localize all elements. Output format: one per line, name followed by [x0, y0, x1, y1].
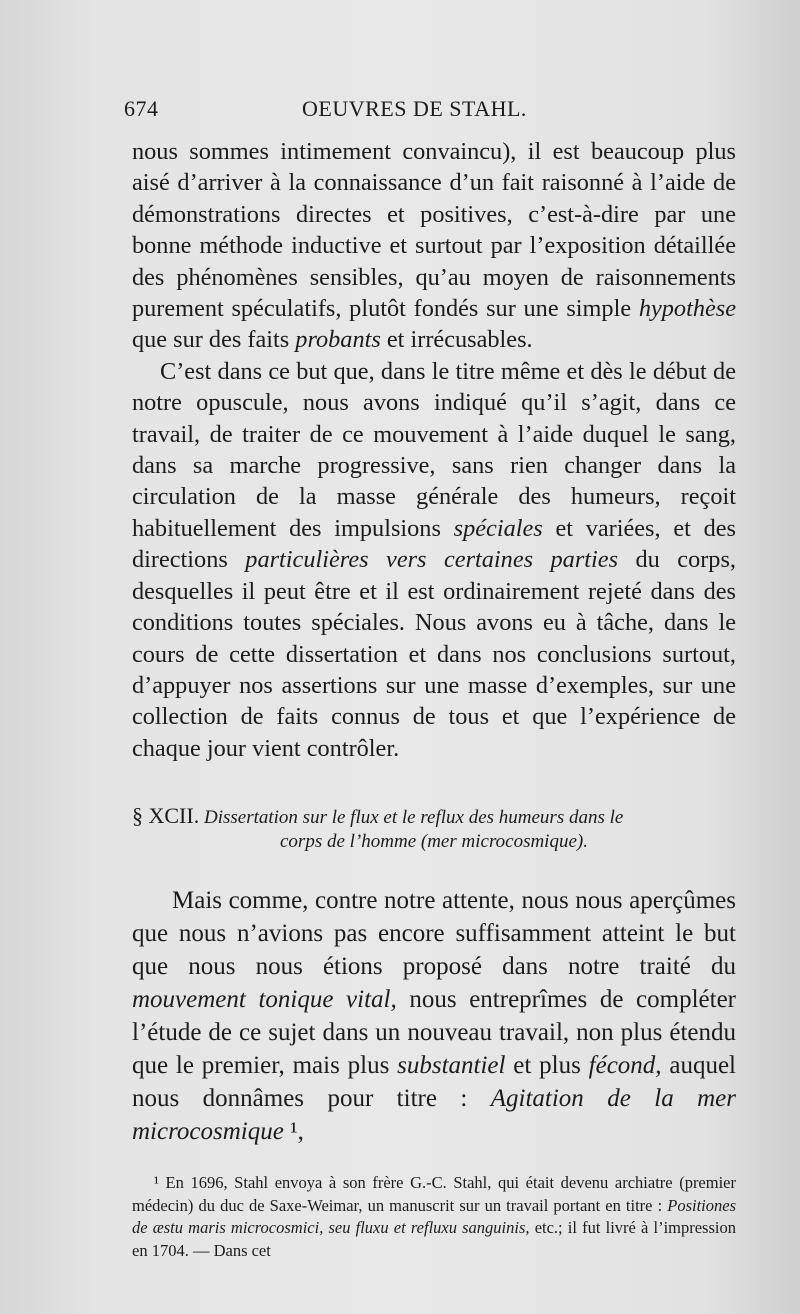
section-title-line-1: Dissertation sur le flux et le reflux des humeurs dans le: [203, 807, 624, 829]
paragraph-1-run-0: nous sommes intimement convaincu), il est beaucoup plus aisé d’arriver à la connaissance d’un fait raisonné à l’aide de démonstrations directes et positives, c’est-à-dire par une bonne méthode inductive et surtout par l’exposition détaillée des phénomènes sensibles, qu’au moyen de raisonnements purement spéculatifs, plutôt fondés sur une simple: [132, 138, 736, 323]
page-content: [124, 96, 737, 1279]
footnote: [132, 1172, 736, 1262]
paragraph-1: [132, 136, 736, 356]
page-number: 674: [124, 96, 159, 121]
paragraph-3-run-2: nous entreprîmes de compléter l’étude de ce sujet dans un nouveau travail, non plus étendu que le premier, mais plus: [132, 986, 736, 1080]
paragraph-1-run-1: hypothèse: [638, 295, 736, 323]
footnote-run-1: Positiones de æstu maris microcosmici, seu fluxu et refluxu sanguinis: [132, 1195, 736, 1238]
paragraph-2-run-1: spéciales: [453, 514, 543, 542]
paragraph-3-run-1: mouvement tonique vital,: [132, 986, 397, 1014]
paragraph-2-run-2: et variées, et des directions: [132, 514, 736, 574]
section-heading-line-1: [132, 804, 736, 830]
paragraph-3-run-6: auquel nous donnâmes pour titre :: [132, 1052, 737, 1113]
paragraph-3-run-8: ¹,: [283, 1118, 304, 1146]
running-head: [124, 96, 736, 136]
paragraph-3-run-7: Agitation de la mer microcosmique: [132, 1085, 736, 1146]
section-label: § XCII.: [132, 803, 200, 829]
page-title: OEUVRES DE STAHL.: [302, 96, 527, 121]
paragraph-3-run-5: fécond,: [588, 1052, 662, 1080]
paragraph-3-run-3: substantiel: [397, 1052, 506, 1080]
paragraph-1-run-4: et irrécusables.: [380, 326, 533, 354]
paragraph-2-run-0: C’est dans ce but que, dans le titre même et dès le début de notre opuscule, nous avons indiqué qu’il s’agit, dans ce travail, de traiter de ce mouvement à l’aide duquel le sang, dans sa marche progressive, sans rien changer dans la circulation de la masse générale des humeurs, reçoit habituellement des impulsions: [132, 357, 736, 542]
paragraph-3-run-4: et plus: [505, 1052, 589, 1080]
footnote-run-0: ¹ En 1696, Stahl envoya à son frère G.-C. Stahl, qui était devenu archiatre (premier médecin) du duc de Saxe-Weimar, un manuscrit sur un travail portant en titre :: [132, 1173, 736, 1215]
footnote-run-2: , etc.; il fut livré à l’impression en 1704. — Dans cet: [132, 1218, 736, 1260]
paragraph-1-run-3: probants: [295, 326, 381, 354]
section-heading: [132, 804, 736, 854]
paragraph-2-run-4: du corps, desquelles il peut être et il est ordinairement rejeté dans des conditions toutes spéciales. Nous avons eu à tâche, dans le cours de cette dissertation et dans nos conclusions surtout, d’appuyer nos assertions sur une masse d’exemples, sur une collection de faits connus de tous et que l’expérience de chaque jour vient contrôler.: [132, 546, 736, 762]
paragraph-3-run-0: Mais comme, contre notre attente, nous nous aperçûmes que nous n’avions pas encore suffisamment atteint le but que nous nous étions proposé dans notre traité du: [132, 887, 736, 981]
paragraph-3: [132, 884, 736, 1148]
paragraph-2-run-3: particulières vers certaines parties: [245, 546, 619, 574]
section-title-line-2: corps de l’homme (mer microcosmique).: [280, 831, 588, 853]
paragraph-1-run-2: que sur des faits: [132, 326, 296, 354]
paragraph-2: [132, 356, 736, 764]
